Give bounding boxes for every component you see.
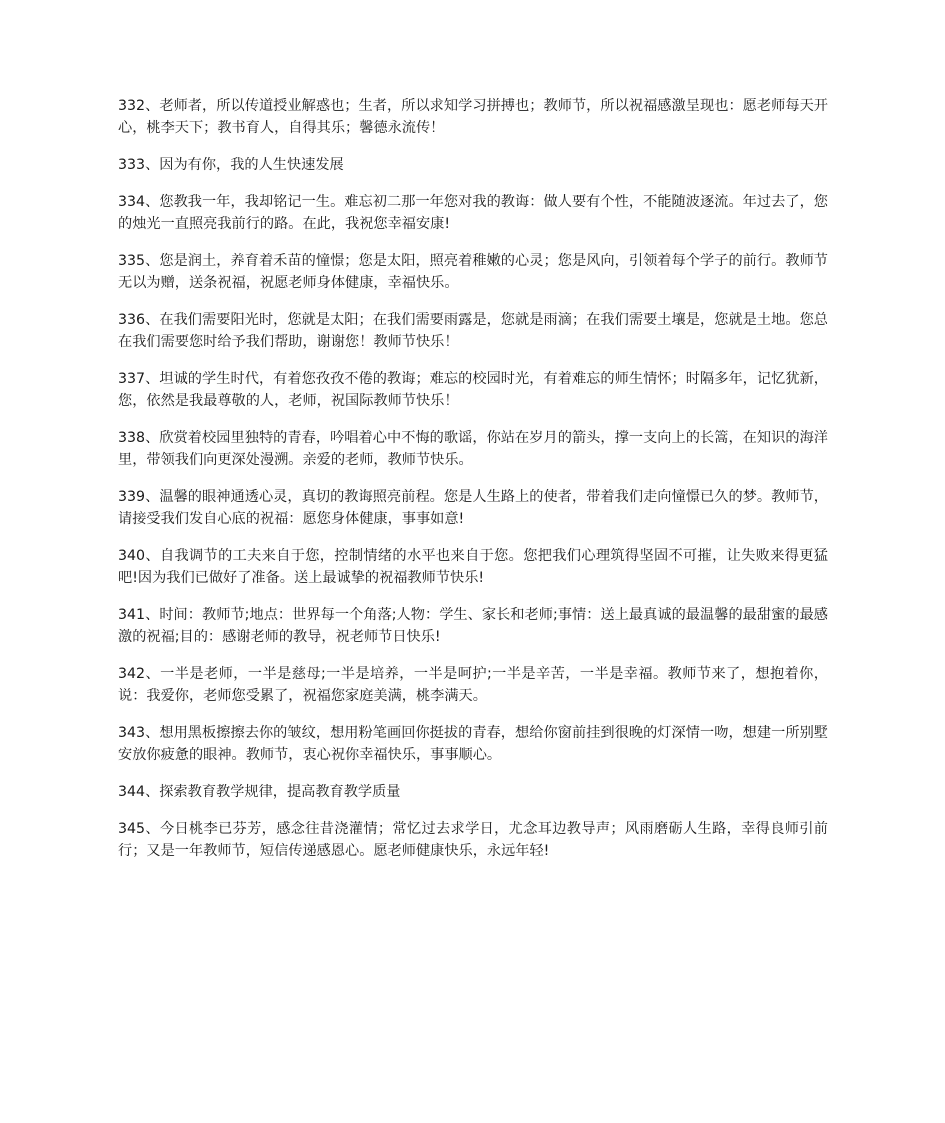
paragraph-338: 338、欣赏着校园里独特的青春，吟唱着心中不悔的歌谣，你站在岁月的箭头，撑一支向上的长篙，在知识的海洋里，带领我们向更深处漫溯。亲爱的老师，教师节快乐。 xyxy=(118,430,828,468)
paragraph-341: 341、时间：教师节;地点：世界每一个角落;人物：学生、家长和老师;事情：送上最真诚的最温馨的最甜蜜的最感激的祝福;目的：感谢老师的教导，祝老师节日快乐! xyxy=(118,607,828,645)
paragraph-344: 344、探索教育教学规律，提高教育教学质量 xyxy=(118,784,401,800)
paragraph-345: 345、今日桃李已芬芳，感念往昔浇灌情；常忆过去求学日，尤念耳边教导声；风雨磨砺人生路，幸得良师引前行；又是一年教师节，短信传递感恩心。愿老师健康快乐，永远年轻! xyxy=(118,821,828,859)
document-body xyxy=(118,95,828,877)
paragraph-340: 340、自我调节的工夫来自于您，控制情绪的水平也来自于您。您把我们心理筑得坚固不可摧，让失败来得更猛吧!因为我们已做好了准备。送上最诚挚的祝福教师节快乐! xyxy=(118,548,828,586)
paragraph-342: 342、一半是老师，一半是慈母;一半是培养，一半是呵护;一半是辛苦，一半是幸福。教师节来了，想抱着你，说：我爱你，老师您受累了，祝福您家庭美满，桃李满天。 xyxy=(118,666,828,704)
paragraph-336: 336、在我们需要阳光时，您就是太阳；在我们需要雨露是，您就是雨滴；在我们需要土壤是，您就是土地。您总在我们需要您时给予我们帮助，谢谢您！教师节快乐！ xyxy=(118,312,828,350)
paragraph-334: 334、您教我一年，我却铭记一生。难忘初二那一年您对我的教诲：做人要有个性，不能随波逐流。年过去了，您的烛光一直照亮我前行的路。在此，我祝您幸福安康! xyxy=(118,194,828,232)
paragraph-343: 343、想用黑板擦擦去你的皱纹，想用粉笔画回你挺拔的青春，想给你窗前挂到很晚的灯深情一吻，想建一所别墅安放你疲惫的眼神。教师节，衷心祝你幸福快乐，事事顺心。 xyxy=(118,725,828,763)
paragraph-333: 333、因为有你，我的人生快速发展 xyxy=(118,157,344,173)
paragraph-332: 332、老师者，所以传道授业解惑也；生者，所以求知学习拼搏也；教师节，所以祝福感激呈现也：愿老师每天开心，桃李天下；教书育人，自得其乐；馨德永流传！ xyxy=(118,98,828,136)
paragraph-339: 339、温馨的眼神通透心灵，真切的教诲照亮前程。您是人生路上的使者，带着我们走向憧憬已久的梦。教师节，请接受我们发自心底的祝福：愿您身体健康，事事如意! xyxy=(118,489,828,527)
paragraph-337: 337、坦诚的学生时代，有着您孜孜不倦的教诲；难忘的校园时光，有着难忘的师生情怀；时隔多年，记忆犹新，您，依然是我最尊敬的人，老师，祝国际教师节快乐！ xyxy=(118,371,828,409)
paragraph-335: 335、您是润土，养育着禾苗的憧憬；您是太阳，照亮着稚嫩的心灵；您是风向，引领着每个学子的前行。教师节无以为赠，送条祝福，祝愿老师身体健康，幸福快乐。 xyxy=(118,253,828,291)
